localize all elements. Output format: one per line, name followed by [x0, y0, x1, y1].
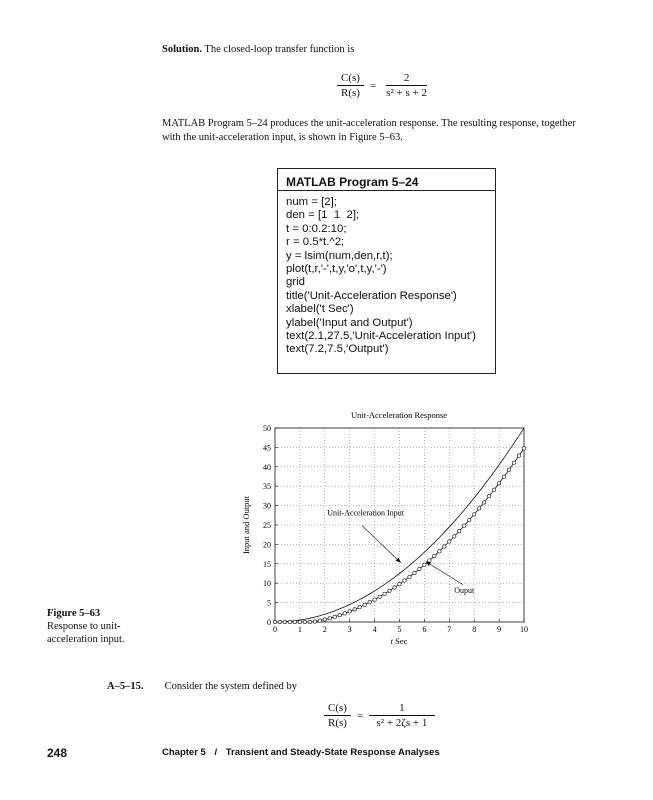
transfer-function-equation-2 [324, 702, 435, 729]
code-line: t = 0:0.2:10; [286, 222, 347, 235]
code-line: plot(t,r,'-',t,y,'o',t,y,'-') [286, 263, 387, 276]
y-tick-label: 20 [263, 540, 271, 550]
x-tick-label: 7 [447, 625, 452, 634]
x-tick-label: 0 [273, 625, 277, 634]
page-number: 248 [47, 746, 68, 760]
eq1-equals: = [369, 79, 377, 92]
program-title: MATLAB Program 5–24 [278, 169, 495, 191]
eq2-rhs-num: 1 [369, 702, 435, 716]
figure-caption-line-1: Response to unit- [47, 621, 121, 632]
output-marker [413, 571, 416, 574]
output-marker [338, 613, 341, 616]
y-tick-label: 50 [263, 424, 271, 433]
y-tick-label: 45 [263, 443, 271, 453]
output-marker [443, 545, 446, 548]
eq1-rhs-den: s² + s + 2 [386, 87, 427, 99]
output-marker [492, 488, 495, 491]
x-tick-label: 4 [372, 625, 377, 634]
x-tick-label: 5 [397, 625, 402, 634]
solution-line [162, 43, 354, 57]
chart-grid [275, 428, 524, 622]
annotation-label: Ouput [454, 585, 475, 595]
output-marker [283, 620, 286, 623]
footer-chapter-title: Transient and Steady-State Response Analyses [225, 747, 440, 758]
output-marker [522, 447, 525, 450]
eq1-rhs-num: 2 [386, 72, 428, 86]
solution-text: The closed-loop transfer function is [204, 44, 355, 55]
intro-line-2: with the unit-acceleration input, is shown in Figure 5–63. [162, 132, 403, 143]
chart-title: Unit-Acceleration Response [350, 410, 448, 420]
eq1-lhs-den: R(s) [341, 87, 360, 99]
output-marker [333, 615, 336, 618]
output-marker [373, 598, 376, 601]
figure-caption [47, 607, 125, 646]
x-tick-label: 10 [520, 625, 528, 634]
output-marker [278, 620, 281, 623]
footer-chapter: Chapter 5 [162, 747, 206, 758]
output-marker [368, 601, 371, 604]
footer-separator: / [214, 747, 218, 758]
x-tick-label: 2 [322, 625, 327, 634]
output-marker [418, 567, 421, 570]
series-line-output [275, 448, 524, 622]
output-marker [423, 563, 426, 566]
output-marker [383, 592, 386, 595]
annotation-arrow-line [362, 526, 401, 563]
program-code [278, 191, 495, 362]
output-marker [497, 482, 500, 485]
output-marker [502, 475, 505, 478]
annotation-label: Unit-Acceleration Input [327, 508, 404, 518]
code-line: grid [286, 276, 305, 289]
output-marker [363, 603, 366, 606]
y-tick-label: 15 [263, 559, 271, 569]
eq2-lhs-den: R(s) [328, 717, 347, 729]
output-marker [378, 595, 381, 598]
eq2-lhs-num: C(s) [324, 702, 351, 716]
annotation-arrow-head [426, 561, 431, 566]
solution-label: Solution. [162, 44, 202, 55]
code-line: xlabel('t Sec') [286, 303, 354, 316]
output-marker [388, 589, 391, 592]
x-axis-label: t Sec [390, 636, 408, 646]
code-line: text(7.2,7.5,'Output') [286, 343, 389, 356]
output-marker [507, 468, 510, 471]
code-line: y = lsim(num,den,r,t); [286, 249, 393, 262]
output-marker [463, 524, 466, 527]
output-marker [303, 620, 306, 623]
unit-acceleration-chart [230, 405, 540, 650]
output-marker [448, 540, 451, 543]
plot-frame [275, 428, 524, 622]
output-marker [343, 612, 346, 615]
output-marker [477, 507, 480, 510]
chart-series [273, 428, 525, 624]
code-line: title('Unit-Acceleration Response') [286, 289, 457, 302]
output-marker [308, 620, 311, 623]
output-marker [398, 582, 401, 585]
series-line-input [275, 428, 524, 622]
code-line: num = [2]; [286, 196, 337, 208]
x-tick-label: 8 [472, 625, 477, 634]
x-tick-label: 9 [497, 625, 502, 634]
output-marker [298, 620, 301, 623]
figure-number: Figure 5–63 [47, 608, 101, 619]
y-tick-label: 10 [263, 579, 271, 589]
problem-number: A–5–15. [107, 681, 144, 692]
y-tick-label: 5 [267, 598, 271, 608]
y-tick-label: 35 [263, 482, 271, 492]
y-tick-label: 0 [267, 618, 271, 627]
output-marker [293, 620, 296, 623]
running-footer [162, 747, 440, 758]
output-marker [487, 494, 490, 497]
figure-caption-line-2: acceleration input. [47, 634, 125, 645]
x-tick-label: 1 [297, 625, 302, 634]
transfer-function-equation-1 [337, 72, 431, 99]
eq2-equals: = [356, 709, 364, 722]
output-marker [348, 610, 351, 613]
output-marker [313, 620, 316, 623]
problem-text: Consider the system defined by [164, 681, 298, 692]
y-tick-label: 40 [263, 462, 271, 472]
annotation-arrow-line [426, 561, 463, 584]
output-marker [288, 620, 291, 623]
output-marker [328, 616, 331, 619]
matlab-program-box [277, 168, 496, 374]
output-marker [473, 513, 476, 516]
output-marker [453, 535, 456, 538]
output-marker [408, 575, 411, 578]
eq2-rhs-den: s² + 2ζs + 1 [376, 717, 428, 729]
output-marker [358, 605, 361, 608]
output-marker [468, 518, 471, 521]
intro-paragraph [162, 117, 622, 145]
y-axis-label: Input and Output [241, 495, 251, 555]
output-marker [482, 501, 485, 504]
output-marker [273, 620, 276, 623]
output-marker [438, 550, 441, 553]
output-marker [318, 619, 321, 622]
x-tick-label: 3 [347, 625, 352, 634]
output-marker [458, 529, 461, 532]
code-line: text(2.1,27.5,'Unit-Acceleration Input') [286, 330, 476, 343]
output-marker [393, 586, 396, 589]
code-line: den = [1 1 2]; [286, 209, 360, 222]
output-marker [428, 559, 431, 562]
y-tick-label: 30 [263, 501, 271, 511]
problem-line [107, 680, 297, 694]
y-tick-label: 25 [263, 521, 271, 530]
output-marker [433, 554, 436, 557]
intro-line-1: MATLAB Program 5–24 produces the unit-acceleration response. The resulting response, together [162, 118, 576, 129]
eq1-lhs-num: C(s) [337, 72, 364, 86]
code-line: ylabel('Input and Output') [286, 316, 413, 329]
output-marker [403, 579, 406, 582]
code-line: r = 0.5*t.^2; [286, 236, 345, 249]
output-marker [512, 461, 515, 464]
output-marker [323, 618, 326, 621]
output-marker [517, 454, 520, 457]
output-marker [353, 608, 356, 611]
x-tick-label: 6 [422, 625, 427, 634]
